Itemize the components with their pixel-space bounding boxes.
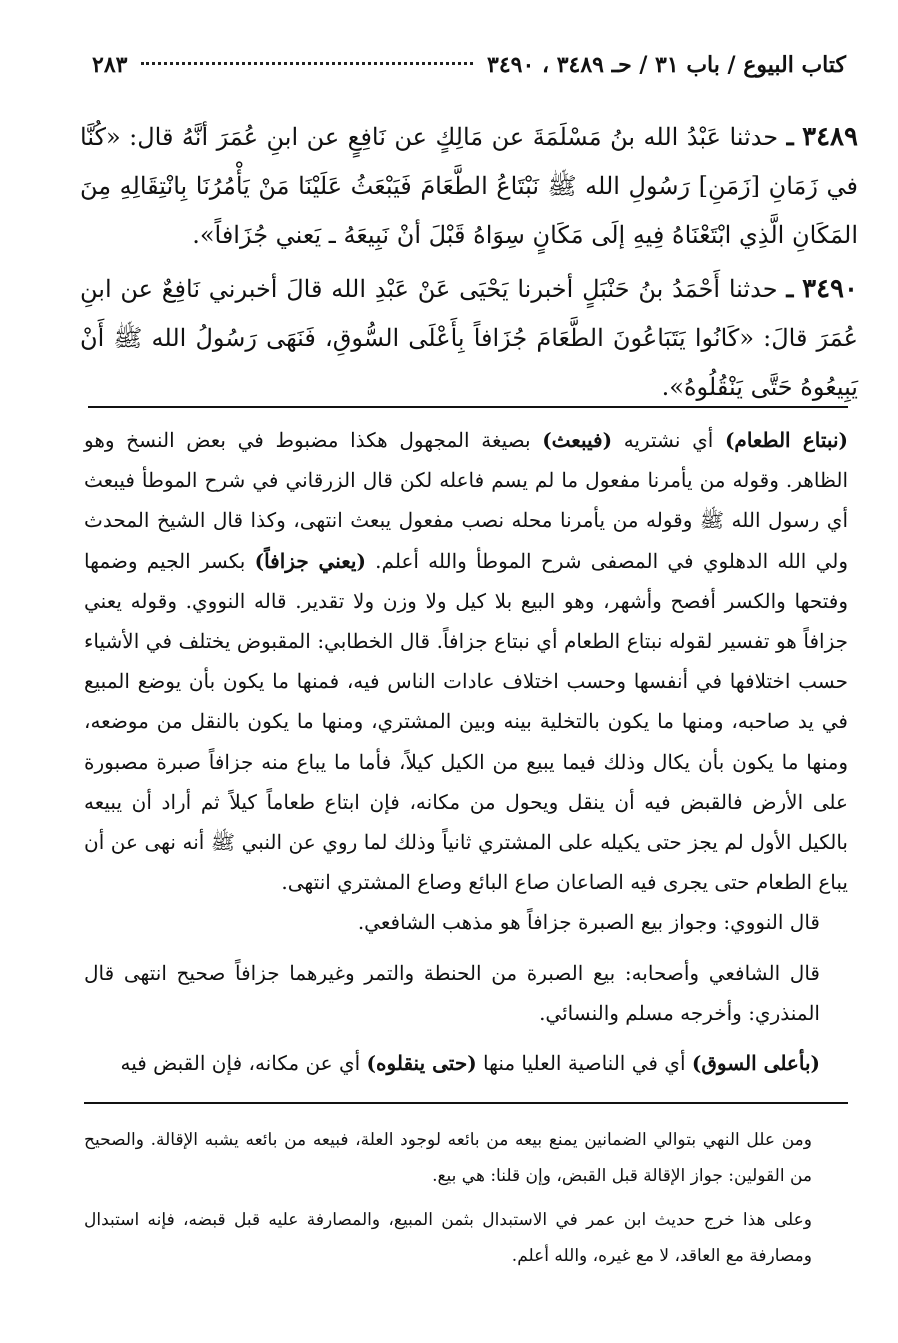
- footnote-paragraph: وعلى هذا خرج حديث ابن عمر في الاستبدال بثمن المبيع، والمصارفة عليه قبل قبضه، فإنه استبدال ومصارفة مع العاقد، لا مع غيره، والله أعلم.: [84, 1210, 812, 1266]
- commentary-section: [84, 420, 848, 1083]
- divider-rule: [88, 406, 848, 408]
- running-header: [92, 52, 846, 92]
- hadith-3490: [80, 264, 858, 412]
- leader-dots: [141, 62, 473, 65]
- commentary-keyword: (يعني جزافاً): [254, 548, 366, 573]
- commentary-keyword: (نبتاع الطعام): [724, 428, 848, 452]
- hadith-number: ٣٤٩٠: [802, 274, 858, 304]
- footnote-section: [84, 1122, 848, 1274]
- commentary-paragraph: [84, 420, 848, 902]
- commentary-keyword: (فيبعث): [542, 428, 613, 452]
- commentary-keyword: (بأعلى السوق): [691, 1051, 820, 1076]
- commentary-text: أي عن مكانه، فإن القبض فيه: [120, 1051, 367, 1076]
- commentary-text: بصيغة المجهول هكذا مضبوط في بعض النسخ وهو الظاهر. وقوله من يأمرنا مفعول ما لم يسم فاعله لكن قال الزرقاني في شرح الموطأ فيبعث أي رسول الله ﷺ وقوله من يأمرنا محله نصب مفعول يبعث انتهى، وكذا قال الشيخ المحدث ولي الله الدهلوي في المصفى شرح الموطأ والله أعلم.: [84, 428, 849, 573]
- header-title: كتاب البيوع / باب ٣١ / حـ ٣٤٨٩ ، ٣٤٩٠: [487, 52, 846, 78]
- hadith-section: [80, 112, 858, 416]
- commentary-keyword: (حتى ينقلوه): [366, 1051, 477, 1076]
- hadith-number: ٣٤٨٩: [802, 122, 858, 152]
- commentary-text: أي في الناصية العليا منها: [476, 1051, 692, 1076]
- commentary-paragraph: قال الشافعي وأصحابه: بيع الصبرة من الحنطة والتمر وغيرهما جزافاً صحيح انتهى قال المنذري: وأخرجه مسلم والنسائي.: [84, 960, 820, 1025]
- hadith-3489: [80, 112, 858, 260]
- footnote-paragraph: ومن علل النهي بتوالي الضمانين يمنع بيعه من بائعه لوجود العلة، فبيعه من بائعه يشبه الإقالة. والصحيح من القولين: جواز الإقالة قبل القبض، وإن قلنا: هي بيع.: [84, 1130, 812, 1186]
- hadith-separator: ـ: [786, 122, 794, 151]
- commentary-paragraph: قال النووي: وجواز بيع الصبرة جزافاً هو مذهب الشافعي.: [357, 910, 820, 935]
- footnote-rule: [84, 1102, 848, 1104]
- commentary-text: أي نشتريه: [612, 428, 725, 452]
- hadith-separator: ـ: [786, 274, 794, 303]
- commentary-paragraph: [84, 1043, 848, 1083]
- commentary-text: بكسر الجيم وضمها وفتحها والكسر أفصح وأشهر، وهو البيع بلا كيل ولا وزن ولا تقدير. قاله النووي. وقوله يعني جزافاً هو تفسير لقوله نبتاع الطعام أي نبتاع جزافاً. قال الخطابي: المقبوض يختلف في الأشياء حسب اختلافها في أنفسها وحسب اختلاف عادات الناس فيه، فمنها ما يكون بأن يوضع المبيع في يد صاحبه، ومنها ما يكون بالتخلية بينه وبين المشتري، ومنها ما يكون بالنقل من موضعه، ومنها ما يكون بأن يكال وذلك فيما يبيع من الكيل كيلاً، فأما ما يباع منه جزافاً صبرة مصبورة على الأرض فالقبض فيه أن ينقل ويحول من مكانه، فإن ابتاع طعاماً كيلاً ثم أراد أن يبيعه بالكيل الأول لم يجز حتى يكيله على المشتري ثانياً وذلك لما روي عن النبي ﷺ أنه نهى عن أن يباع الطعام حتى يجرى فيه الصاعان صاع البائع وصاع المشتري انتهى.: [84, 548, 848, 895]
- hadith-text: حدثنا أَحْمَدُ بنُ حَنْبَلٍ أخبرنا يَحْيَى عَنْ عَبْدِ الله قالَ أخبرني نَافِعٌ عن ابنِ عُمَرَ قالَ: «كَانُوا يَتَبَاعُونَ الطَّعَامَ جُزَافاً بِأَعْلَى السُّوقِ، فَنَهَى رَسُولُ الله ﷺ أَنْ يَبِيعُوهُ حَتَّى يَنْقُلُوهُ».: [80, 275, 858, 401]
- page-number: ٢٨٣: [92, 52, 128, 78]
- hadith-text: حدثنا عَبْدُ الله بنُ مَسْلَمَةَ عن مَالِكٍ عن نَافِعٍ عن ابنِ عُمَرَ أنَّهُ قال: «كُنَّا في زَمَانِ [زَمَنِ] رَسُولِ الله ﷺ نَبْتَاعُ الطَّعَامَ فَيَبْعَثُ عَلَيْنَا مَنْ يَأْمُرُنَا بِانْتِقَالِهِ مِنَ المَكَانِ الَّذِي ابْتَعْنَاهُ فِيهِ إلَى مَكَانٍ سِوَاهُ قَبْلَ أنْ نَبِيعَهُ ـ يَعني جُزَافاً».: [80, 123, 858, 249]
